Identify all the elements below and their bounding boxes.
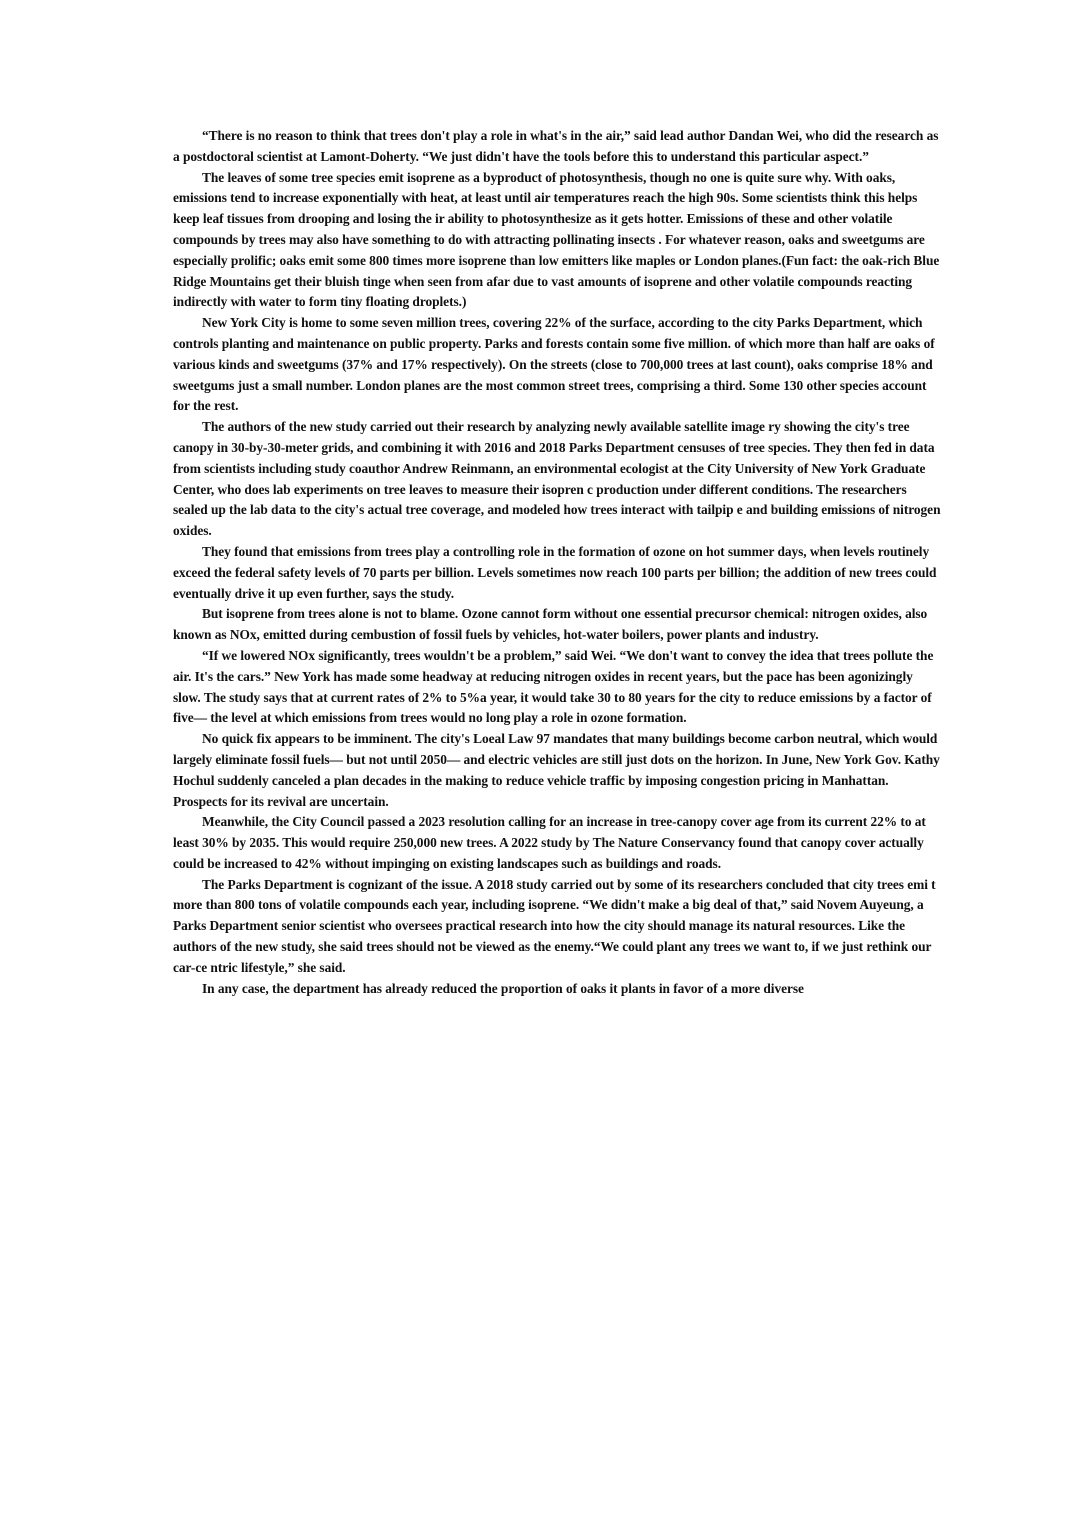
article-body — [173, 126, 941, 999]
paragraph-9: Meanwhile, the City Council passed a 2023 resolution calling for an increase in tree-canopy cover age from its current 22% to at least 30% by 2035. This would require 250,000 new trees. A 2022 study by The Nature Conservancy found that canopy cover actually could be increased to 42% without impinging on existing landscapes such as buildings and roads. — [173, 814, 926, 871]
paragraph-7: “If we lowered NOx significantly, trees wouldn't be a problem,” said Wei. “We don't want to convey the idea that trees pollute the air. It's the cars.” New York has made some headway at reducing nitrogen oxides in recent years, but the pace has been agonizingly slow. The study says that at current rates of 2% to 5%a year, it would take 30 to 80 years for the city to reduce emissions by a factor of five— the level at which emissions from trees would no long play a role in ozone formation. — [173, 647, 934, 726]
paragraph-6: But isoprene from trees alone is not to blame. Ozone cannot form without one essential precursor chemical: nitrogen oxides, also known as NOx, emitted during cembustion of fossil fuels by vehicles, hot-water boilers, power plants and industry. — [173, 606, 928, 643]
paragraph-11: In any case, the department has already reduced the proportion of oaks it plants in favor of a more diverse — [202, 980, 804, 996]
paragraph-10: The Parks Department is cognizant of the issue. A 2018 study carried out by some of its researchers concluded that city trees emi t more than 800 tons of volatile compounds each year, including isoprene. “We didn't make a big deal of that,” said Novem Auyeung, a Parks Department senior scientist who oversees practical research into how the city should manage its natural resources. Like the authors of the new study, she said trees should not be viewed as the enemy.“We could plant any trees we want to, if we just rethink our car-ce ntric lifestyle,” she said. — [173, 876, 936, 975]
paragraph-3: New York City is home to some seven million trees, covering 22% of the surface, according to the city Parks Department, which controls planting and maintenance on public property. Parks and forests contain some five million. of which more than half are oaks of various kinds and sweetgums (37% and 17% respectively). On the streets (close to 700,000 trees at last count), oaks comprise 18% and sweetgums just a small number. London planes are the most common street trees, comprising a third. Some 130 other species account for the rest. — [173, 315, 935, 414]
paragraph-5: They found that emissions from trees play a controlling role in the formation of ozone on hot summer days, when levels routinely exceed the federal safety levels of 70 parts per billion. Levels sometimes now reach 100 parts per billion; the addition of new trees could eventually drive it up even further, says the study. — [173, 543, 937, 601]
paragraph-2: The leaves of some tree species emit isoprene as a byproduct of photosynthesis, though no one is quite sure why. With oaks, emissions tend to increase exponentially with heat, at least until air temperatures reach the high 90s. Some scientists think this helps keep leaf tissues from drooping and losing the ir ability to photosynthesize as it gets hotter. Emissions of these and other volatile compounds by trees may also have something to do with attracting pollinating insects . For whatever reason, oaks and sweetgums are especially prolific; oaks emit some 800 times more isoprene than low emitters like maples or London planes.(Fun fact: the oak-rich Blue Ridge Mountains get their bluish tinge when seen from afar due to vast amounts of isoprene and other volatile compounds reacting indirectly with water to form tiny floating droplets.) — [173, 169, 940, 310]
paragraph-1: “There is no reason to think that trees don't play a role in what's in the air,” said lead author Dandan Wei, who did the research as a postdoctoral scientist at Lamont-Doherty. “We just didn't have the tools before this to understand this particular aspect.” — [173, 128, 939, 164]
paragraph-8: No quick fix appears to be imminent. The city's Loeal Law 97 mandates that many buildings become carbon neutral, which would largely eliminate fossil fuels— but not until 2050— and electric vehicles are still just dots on the horizon. In June, New York Gov. Kathy Hochul suddenly canceled a plan decades in the making to reduce vehicle traffic by imposing congestion pricing in Manhattan. Prospects for its revival are uncertain. — [173, 731, 940, 809]
paragraph-4: The authors of the new study carried out their research by analyzing newly available satellite image ry showing the city's tree canopy in 30-by-30-meter grids, and combining it with 2016 and 2018 Parks Department censuses of tree species. They then fed in data from scientists including study coauthor Andrew Reinmann, an environmental ecologist at the City University of New York Graduate Center, who does lab experiments on tree leaves to measure their isopren c production under different conditions. The researchers sealed up the lab data to the city's actual tree coverage, and modeled how trees interact with tailpip e and building emissions of nitrogen oxides. — [173, 419, 941, 539]
